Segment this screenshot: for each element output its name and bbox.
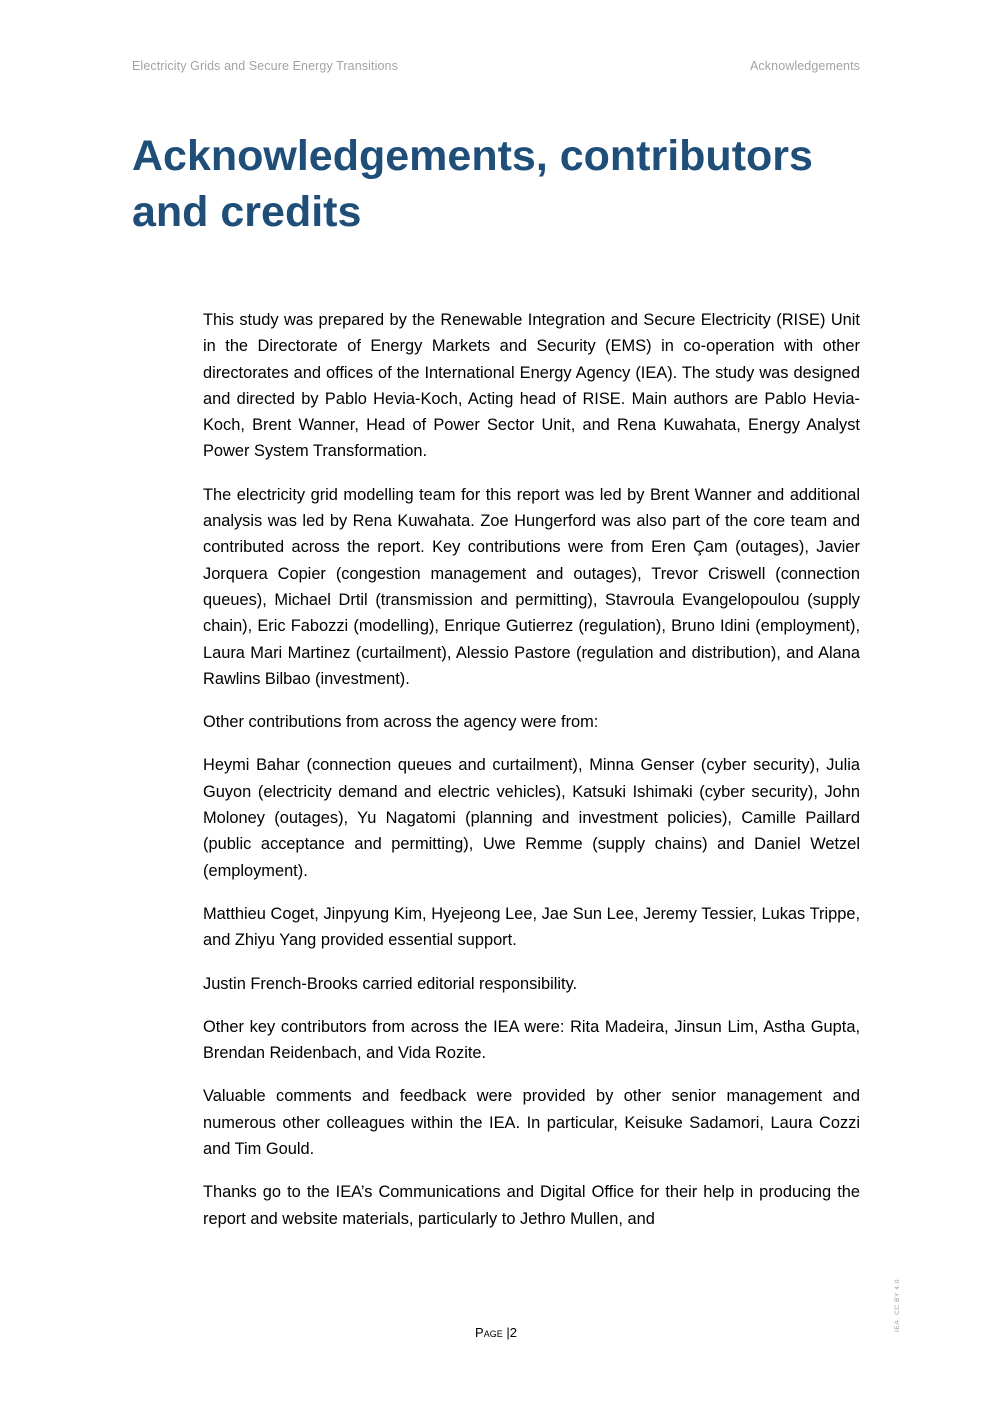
page-label: Page [475, 1325, 503, 1340]
section-name-header: Acknowledgements [750, 59, 860, 73]
page-title [132, 128, 892, 240]
paragraph-agency-contributors: Heymi Bahar (connection queues and curtailment), Minna Genser (cyber security), Julia Guyon (electricity demand and electric vehicles), Katsuki Ishimaki (cyber security), John Moloney (outages), Yu Nagatomi (planning and investment policies), Camille Paillard (public acceptance and permitting), Uwe Remme (supply chains) and Daniel Wetzel (employment). [203, 756, 860, 880]
paragraph-key-contributors: Other key contributors from across the IEA were: Rita Madeira, Jinsun Lim, Astha Gupta, Brendan Reidenbach, and Vida Rozite. [203, 1017, 860, 1063]
page-separator: | [506, 1325, 510, 1340]
page-title-line-2: and credits [132, 188, 362, 236]
running-header [132, 59, 860, 73]
page-number: 2 [509, 1325, 517, 1340]
paragraph-thanks-communications: Thanks go to the IEA’s Communications and Digital Office for their help in producing the report and website materials, particularly to Jethro Mullen, and [203, 1183, 860, 1228]
paragraph-essential-support: Matthieu Coget, Jinpyung Kim, Hyejeong Lee, Jae Sun Lee, Jeremy Tessier, Lukas Trippe, and Zhiyu Yang provided essential support. [203, 904, 860, 950]
paragraph-study-prepared: This study was prepared by the Renewable Integration and Secure Electricity (RISE) Unit in the Directorate of Energy Markets and Security (EMS) in co-operation with other directorates and offices of the International Energy Agency (IEA). The study was designed and directed by Pablo Hevia-Koch, Acting head of RISE. Main authors are Pablo Hevia-Koch, Brent Wanner, Head of Power Sector Unit, and Rena Kuwahata, Energy Analyst Power System Transformation. [203, 311, 860, 461]
paragraph-comments-feedback: Valuable comments and feedback were provided by other senior management and numerous other colleagues within the IEA. In particular, Keisuke Sadamori, Laura Cozzi and Tim Gould. [203, 1087, 860, 1159]
body-text [203, 307, 860, 1249]
paragraph-editorial: Justin French-Brooks carried editorial responsibility. [203, 974, 578, 993]
report-title-header: Electricity Grids and Secure Energy Transitions [132, 59, 398, 73]
paragraph-modelling-team: The electricity grid modelling team for this report was led by Brent Wanner and additional analysis was led by Rena Kuwahata. Zoe Hungerford was also part of the core team and contributed across the report. Key contributions were from Eren Çam (outages), Javier Jorquera Copier (congestion management and outages), Trevor Criswell (connection queues), Michael Drtil (transmission and permitting), Stavroula Evangelopoulou (supply chain), Eric Fabozzi (modelling), Enrique Gutierrez (regulation), Bruno Idini (employment), Laura Mari Martinez (curtailment), Alessio Pastore (regulation and distribution), and Alana Rawlins Bilbao (investment). [203, 485, 860, 688]
page-footer [0, 1325, 992, 1340]
license-note: IEA. CC BY 4.0. [894, 1276, 901, 1332]
paragraph-other-contributions-intro: Other contributions from across the agency were from: [203, 713, 599, 732]
page-title-line-1: Acknowledgements, contributors [132, 132, 813, 180]
